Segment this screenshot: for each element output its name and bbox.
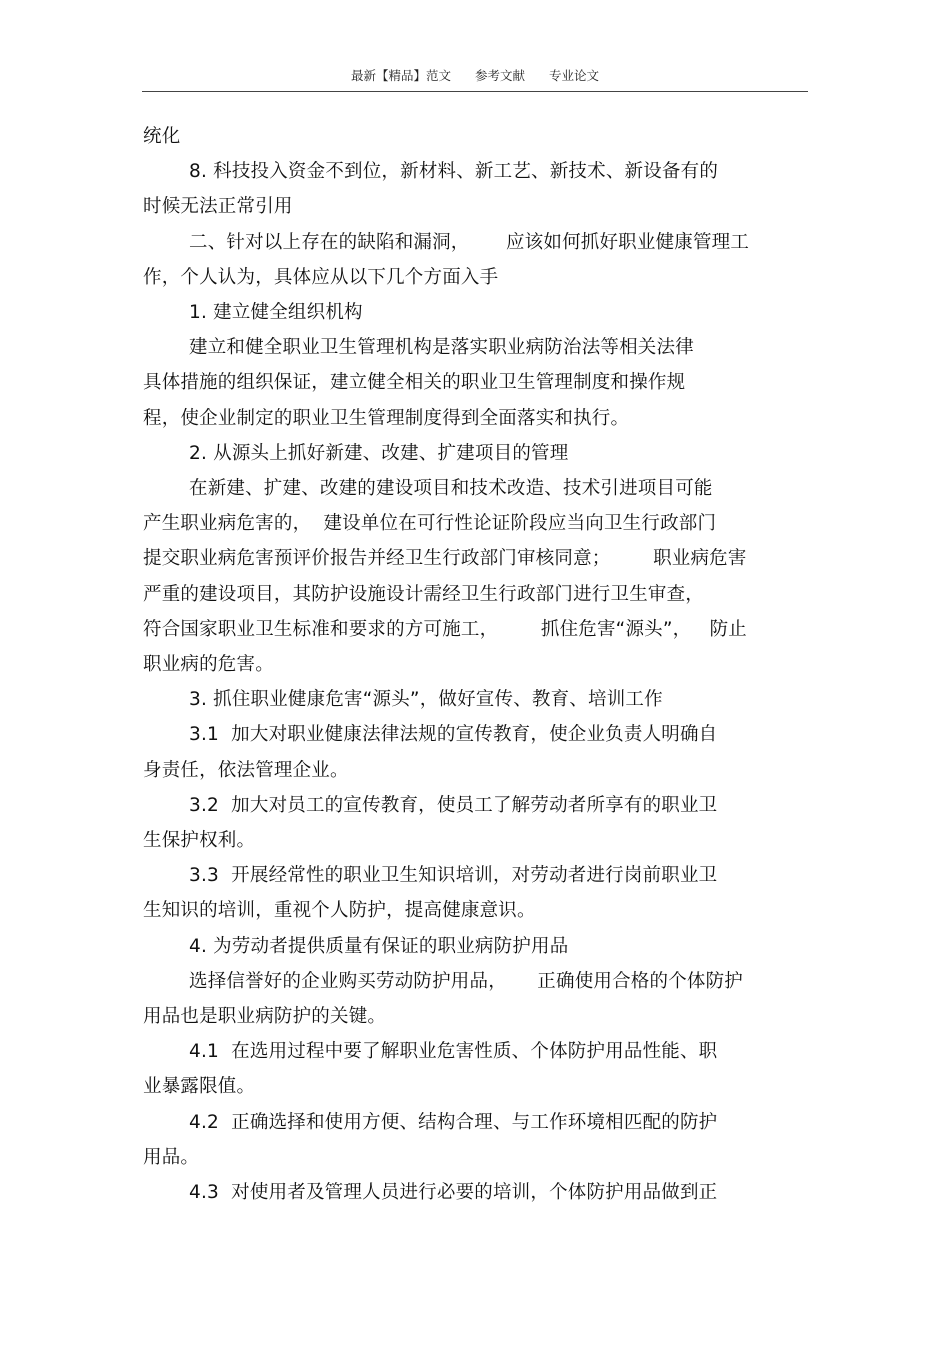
text-line: 选择信誉好的企业购买劳动防护用品， 正确使用合格的个体防护 [189,971,744,992]
text-line: 时候无法正常引用 [143,196,293,217]
text-line: 4.2 正确选择和使用方便、结构合理、与工作环境相匹配的防护 [189,1112,718,1133]
header-item-references: 参考文献 [474,68,525,83]
header-item-papers: 专业论文 [548,68,599,83]
text-line: 严重的建设项目，其防护设施设计需经卫生行政部门进行卫生审查， [143,584,705,605]
text-line: 提交职业病危害预评价报告并经卫生行政部门审核同意； 职业病危害 [143,548,747,569]
text-line: 4. 为劳动者提供质量有保证的职业病防护用品 [189,936,569,957]
header-item-essays: 最新【精品】范文 [350,68,451,83]
text-line: 1. 建立健全组织机构 [189,302,363,323]
text-line: 生保护权利。 [143,830,256,851]
text-line: 8. 科技投入资金不到位，新材料、新工艺、新技术、新设备有的 [189,161,719,182]
text-line: 4.1 在选用过程中要了解职业危害性质、个体防护用品性能、职 [189,1041,718,1062]
text-line: 用品。 [143,1147,200,1168]
text-line: 4.3 对使用者及管理人员进行必要的培训，个体防护用品做到正 [189,1182,718,1203]
text-line: 具体措施的组织保证，建立健全相关的职业卫生管理制度和操作规 [143,372,686,393]
text-line: 用品也是职业病防护的关键。 [143,1006,387,1027]
page-header [142,66,808,90]
text-line: 2. 从源头上抓好新建、改建、扩建项目的管理 [189,443,569,464]
header-divider [142,91,808,92]
text-line: 建立和健全职业卫生管理机构是落实职业病防治法等相关法律 [189,337,694,358]
text-line: 3.1 加大对职业健康法律法规的宣传教育，使企业负责人明确自 [189,724,718,745]
text-line: 二、针对以上存在的缺陷和漏洞， 应该如何抓好职业健康管理工 [189,232,750,253]
text-line: 在新建、扩建、改建的建设项目和技术改造、技术引进项目可能 [189,478,713,499]
text-line: 职业病的危害。 [143,654,274,675]
text-line: 产生职业病危害的， 建设单位在可行性论证阶段应当向卫生行政部门 [143,513,717,534]
text-line: 符合国家职业卫生标准和要求的方可施工， 抓住危害“源头”， 防止 [143,619,747,640]
text-line: 统化 [143,126,181,147]
text-line: 业暴露限值。 [143,1076,256,1097]
text-line: 3.2 加大对员工的宣传教育，使员工了解劳动者所享有的职业卫 [189,795,718,816]
text-line: 生知识的培训，重视个人防护，提高健康意识。 [143,900,536,921]
text-line: 身责任，依法管理企业。 [143,760,349,781]
text-line: 3. 抓住职业健康危害“源头”，做好宣传、教育、培训工作 [189,689,663,710]
text-line: 程，使企业制定的职业卫生管理制度得到全面落实和执行。 [143,408,630,429]
text-line: 作，个人认为，具体应从以下几个方面入手 [143,267,499,288]
text-line: 3.3 开展经常性的职业卫生知识培训，对劳动者进行岗前职业卫 [189,865,718,886]
